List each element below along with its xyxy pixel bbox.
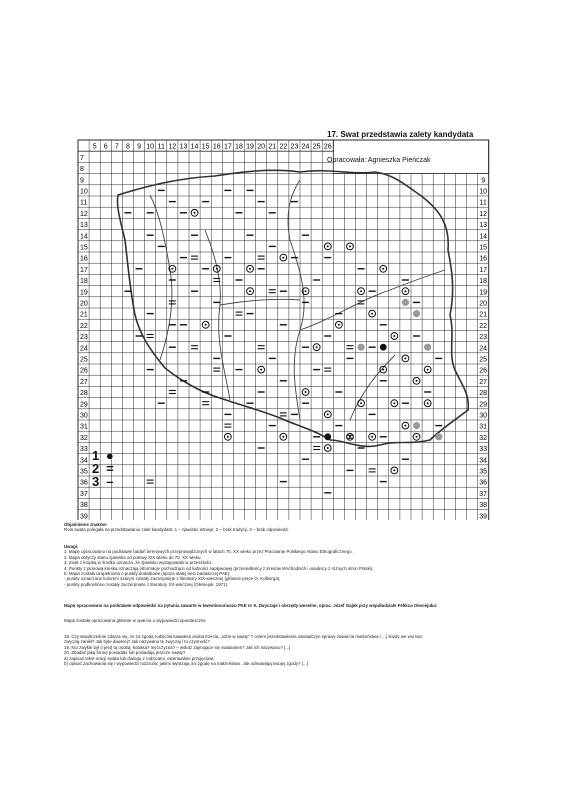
poland-border: [117, 170, 468, 446]
question-line: zwyczaj zanikł? Jak było dawniej? Jak nazywano tę zwyczaj / to czynność?: [64, 639, 210, 645]
questions-section: [64, 634, 504, 666]
past-dot-symbol: [416, 436, 418, 438]
past-dot-symbol: [360, 402, 362, 404]
grey-dot-symbol: [413, 310, 420, 317]
map-title: 17. Swat przedstawia zalety kandydata: [327, 130, 474, 139]
river-line: [300, 270, 445, 330]
note-line: 1. Mapę opracowano na podstawie badań terenowych przeprowadzonych w latach 70. XX wieku przez Pracownię Polskiego Atlasu Etnograficznego.: [64, 549, 353, 555]
river-line: [220, 299, 300, 305]
col-label-top: 19: [246, 143, 254, 151]
past-dot-symbol: [194, 212, 196, 214]
row-label-left: 16: [80, 255, 88, 263]
spontaneous-section: [64, 618, 504, 623]
col-label-top: 26: [323, 143, 332, 151]
row-label-right: 36: [479, 479, 488, 487]
col-label-top: 24: [301, 143, 310, 151]
past-dot-symbol: [216, 268, 218, 270]
dot-symbol: [380, 344, 387, 351]
past-dot-symbol: [427, 402, 429, 404]
past-dot-symbol: [249, 268, 251, 270]
row-label-left: 18: [80, 278, 88, 286]
grey-dot-symbol: [413, 422, 420, 429]
col-label-top: 22: [279, 143, 288, 151]
row-label-right: 20: [479, 300, 488, 308]
row-label-right: 26: [479, 367, 488, 375]
legend-item-3: [92, 475, 117, 488]
row-label-right: 24: [479, 345, 488, 353]
past-dot-symbol: [338, 324, 340, 326]
explanation-section: [64, 522, 504, 533]
dot-symbol-icon: ●: [105, 448, 114, 463]
past-dot-symbol: [282, 436, 284, 438]
source-line: Mapę opracowano na podstawie odpowiedzi na pytania zawarte w kwestionariuszu PAE nr 9. Zwyczaje i obrzędy weselne, oprac. Józef Gajek przy współudziale Felikса Olesiejuka:: [64, 603, 438, 608]
col-label-top: 20: [257, 143, 266, 151]
legend-number: 3: [92, 474, 100, 489]
col-label-top: 9: [137, 143, 142, 151]
row-label-right: 17: [479, 266, 488, 274]
grey-dot-symbol: [402, 299, 409, 306]
grid-right-labels: [479, 177, 487, 520]
col-label-top: 10: [146, 143, 155, 151]
past-dot-symbol: [393, 469, 395, 471]
past-dot-symbol: [349, 245, 351, 247]
note-line: 4. Punkty z pionową kreską oznaczają informacje pochodzące od ludności napływowej (przesiedleńcy z Kresów Wschodnich i osadnicy z różnych stron Polski).: [64, 565, 374, 571]
row-label-left: 19: [80, 289, 88, 297]
past-dot-symbol: [349, 436, 351, 438]
row-label-left: 7: [80, 154, 84, 162]
col-label-top: 15: [201, 143, 210, 151]
col-label-top: 6: [103, 143, 108, 151]
row-label-left: 17: [80, 266, 88, 274]
dot-symbol: [324, 433, 331, 440]
col-label-top: 13: [179, 143, 188, 151]
row-label-right: 21: [479, 311, 488, 319]
past-dot-symbol: [171, 268, 173, 270]
dash-symbol-icon: –: [106, 474, 114, 489]
question-line: b) opisać zachowania się i wypowiedzi rodziców, jakimi wyrażają oni zgodę na małżeństwo. Jak odmawiają swojej zgody? [...]: [64, 661, 308, 667]
map-legend: [92, 449, 117, 488]
row-label-left: 33: [80, 446, 88, 454]
past-dot-symbol: [427, 369, 429, 371]
row-label-left: 10: [80, 188, 88, 196]
past-dot-symbol: [249, 290, 251, 292]
row-label-left: 34: [80, 457, 88, 465]
col-label-top: 11: [157, 143, 165, 151]
row-label-right: 29: [479, 401, 488, 409]
row-label-left: 22: [80, 322, 88, 330]
col-label-top: 5: [92, 143, 97, 151]
row-label-right: 23: [479, 334, 488, 342]
row-label-right: 12: [479, 210, 488, 218]
river-line: [150, 195, 172, 360]
row-label-left: 13: [80, 222, 88, 230]
col-label-top: 25: [312, 143, 321, 151]
past-dot-symbol: [382, 268, 384, 270]
row-label-left: 29: [80, 401, 88, 409]
row-label-right: 13: [479, 222, 488, 230]
row-label-left: 23: [80, 334, 88, 342]
col-label-top: 8: [125, 143, 130, 151]
spontaneous-line: Mapa została opracowana głównie w oparciu o wypowiedzi spontaniczne: [64, 618, 206, 623]
row-label-right: 34: [479, 457, 488, 465]
row-label-left: 39: [80, 513, 88, 520]
row-label-left: 30: [80, 412, 88, 420]
map-title-box: [327, 130, 477, 164]
river-line: [350, 355, 395, 420]
row-label-left: 27: [80, 378, 88, 386]
row-label-right: 39: [479, 513, 488, 520]
row-label-right: 16: [479, 255, 488, 263]
map-author: Opracowała: Agnieszka Pieńczak: [327, 157, 431, 164]
grey-dot-symbol: [424, 344, 431, 351]
past-dot-symbol: [416, 380, 418, 382]
note-line: - punkty oznaczone kolorem szarym zostały zaczerpnięte z literatury XIX-wiecznej (głównie prace O. Kolberga),: [64, 576, 281, 582]
past-dot-symbol: [327, 413, 329, 415]
row-label-right: 27: [479, 378, 488, 386]
grid-top-labels: [93, 144, 332, 151]
row-label-right: 32: [479, 434, 488, 442]
row-label-right: 15: [479, 244, 488, 252]
explanation-text: Rola swata polegała na przedstawianiu zalet kandydata: 1 – zjawisko istnieje, 2 – brak tradycji, 3 – brak odpowiedzi: [64, 527, 289, 533]
past-dot-symbol: [305, 290, 307, 292]
notes-section: [64, 544, 504, 587]
grey-dot-symbol: [435, 433, 442, 440]
river-line: [205, 230, 230, 400]
note-line: 5. Mapa została uzupełniona o punkty dodatkowe (spoza stałej sieci badawczej PAE):: [64, 571, 231, 577]
question-line: 18. Czy współcześnie zdarza się, że za zgodą rodziców kawalera osoba trzecia, „idzie w swaty” ? celem przedstawienia oświadczyn sprawy zawarcia małżeństwa / ...) Kiedy we wsi two: [64, 634, 422, 639]
row-label-right: 38: [479, 502, 488, 510]
row-label-left: 20: [80, 300, 88, 308]
source-section: [64, 603, 504, 608]
past-dot-symbol: [227, 436, 229, 438]
row-label-left: 24: [80, 345, 88, 353]
row-label-left: 26: [80, 367, 88, 375]
grey-dot-symbol: [357, 344, 364, 351]
row-label-left: 21: [80, 311, 88, 319]
past-dot-symbol: [393, 402, 395, 404]
equals-symbol-icon: =: [106, 461, 114, 476]
past-dot-symbol: [371, 313, 373, 315]
col-label-top: 14: [190, 143, 199, 151]
past-dot-symbol: [316, 346, 318, 348]
row-label-left: 28: [80, 390, 88, 398]
past-dot-symbol: [393, 335, 395, 337]
past-dot-symbol: [327, 447, 329, 449]
row-label-right: 35: [479, 468, 488, 476]
country-border: [117, 170, 468, 446]
row-label-right: 10: [479, 188, 488, 196]
note-line: - punkty podkreślone zostały zaczerpnięte z literatury XX-wiecznej (Olesiejuk, 1971).: [64, 581, 229, 587]
col-label-top: 17: [223, 143, 232, 151]
legend-number: 1: [92, 448, 100, 463]
row-label-right: 33: [479, 446, 488, 454]
row-label-left: 35: [80, 468, 88, 476]
note-line: 2. Mapa dotyczy stanu zjawiska od połowy XIX wieku do 70. XX wieku.: [64, 554, 202, 560]
row-label-left: 11: [80, 199, 88, 207]
past-dot-symbol: [260, 369, 262, 371]
past-dot-symbol: [404, 425, 406, 427]
legend-number: 2: [92, 461, 100, 476]
past-dot-symbol: [305, 391, 307, 393]
row-label-left: 37: [80, 490, 88, 498]
row-label-left: 14: [80, 233, 88, 241]
col-label-top: 18: [235, 143, 243, 151]
question-line: 20. Zbadać jaką formę posiadały lub posiadają jeszcze swaty?: [64, 650, 186, 656]
row-label-left: 25: [80, 356, 88, 364]
row-label-left: 32: [80, 434, 88, 442]
notes-heading: Uwagi:: [64, 544, 79, 549]
row-label-right: 18: [479, 278, 488, 286]
row-label-left: 12: [80, 210, 88, 218]
row-label-left: 31: [80, 423, 88, 431]
col-label-top: 16: [212, 143, 221, 151]
past-dot-symbol: [327, 245, 329, 247]
row-label-right: 11: [479, 199, 487, 207]
past-dot-symbol: [404, 357, 406, 359]
col-label-top: 7: [114, 143, 119, 151]
past-dot-symbol: [282, 257, 284, 259]
row-label-left: 9: [80, 177, 84, 185]
past-dot-symbol: [382, 369, 384, 371]
question-line: a) zapisać tekst oracji swata lub dialogu z rodzicami, ewentualnie przyjęciowi,: [64, 655, 215, 661]
row-label-right: 9: [481, 177, 486, 185]
row-label-left: 36: [80, 479, 88, 487]
row-label-right: 28: [479, 390, 488, 398]
row-label-left: 8: [80, 166, 84, 174]
col-label-top: 23: [290, 143, 299, 151]
row-label-right: 31: [479, 423, 488, 431]
col-label-top: 21: [268, 143, 277, 151]
past-dot-symbol: [371, 436, 373, 438]
row-label-right: 19: [479, 289, 488, 297]
past-dot-symbol: [404, 290, 406, 292]
row-label-right: 22: [479, 322, 488, 330]
note-line: 3. Znak z kropką w środku oznacza, że zjawisko występowało w przeszłości.: [64, 560, 213, 566]
past-dot-symbol: [360, 290, 362, 292]
row-label-left: 38: [80, 502, 88, 510]
past-dot-symbol: [205, 324, 207, 326]
question-line: 19. Kto zwykle był (i jest) tą osobą: kobieta? mężczyzna? – wskaż zajmujące się swataniem? Jak ich nazywano? [...]: [64, 644, 291, 650]
row-label-right: 14: [479, 233, 488, 241]
row-label-right: 25: [479, 356, 488, 364]
explanation-heading: Objaśnienie znaków:: [64, 522, 108, 527]
grid-left-labels: [80, 155, 88, 520]
row-label-right: 30: [479, 412, 488, 420]
row-label-right: 37: [479, 490, 488, 498]
col-label-top: 12: [168, 143, 177, 151]
row-label-left: 15: [80, 244, 88, 252]
